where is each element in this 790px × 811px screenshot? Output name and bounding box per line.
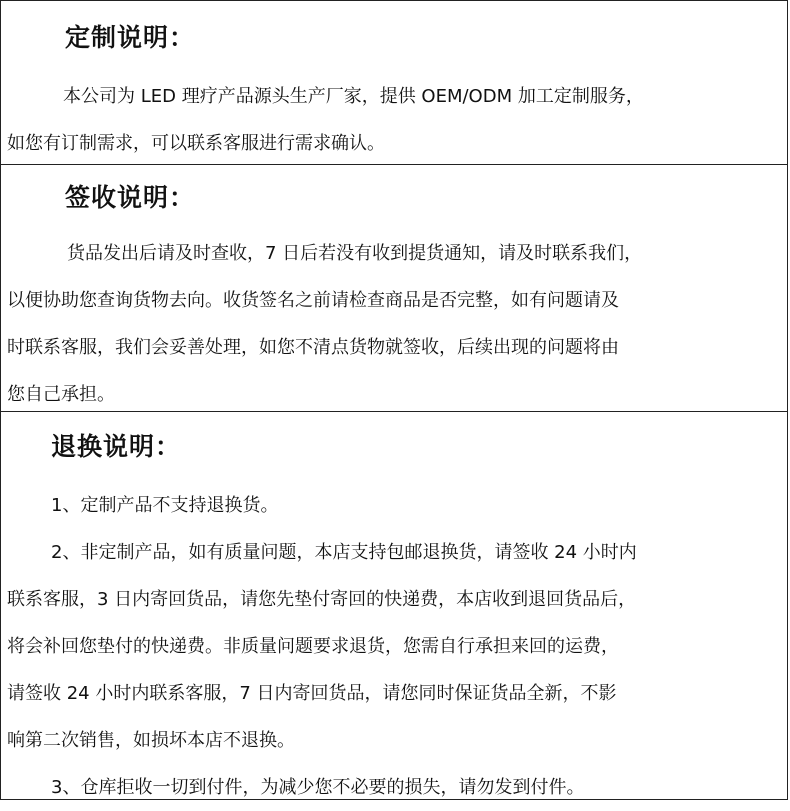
customization-text xyxy=(7,73,781,167)
text-line: 响第二次销售，如损坏本店不退换。 xyxy=(7,730,295,751)
customization-section xyxy=(1,1,787,164)
text-line: 以便协助您查询货物去向。收货签名之前请检查商品是否完整，如有问题请及 xyxy=(7,290,619,311)
text-line: 3、仓库拒收一切到付件，为减少您不必要的损失，请勿发到付件。 xyxy=(51,777,585,798)
text-line: 2、非定制产品，如有质量问题，本店支持包邮退换货，请签收 24 小时内 xyxy=(51,542,637,563)
returns-heading: 退换说明： xyxy=(51,432,182,461)
returns-text xyxy=(7,482,781,811)
receipt-section xyxy=(1,164,787,411)
text-line: 货品发出后请及时查收，7 日后若没有收到提货通知，请及时联系我们， xyxy=(67,243,643,264)
receipt-heading: 签收说明： xyxy=(65,183,196,212)
text-line: 如您有订制需求，可以联系客服进行需求确认。 xyxy=(7,133,385,154)
returns-section xyxy=(1,411,787,801)
text-line: 时联系客服，我们会妥善处理，如您不清点货物就签收，后续出现的问题将由 xyxy=(7,337,619,358)
text-line: 将会补回您垫付的快递费。非质量问题要求退货，您需自行承担来回的运费， xyxy=(7,636,619,657)
text-line: 联系客服，3 日内寄回货品，请您先垫付寄回的快递费，本店收到退回货品后， xyxy=(7,589,637,610)
receipt-text xyxy=(7,230,781,418)
text-line: 本公司为 LED 理疗产品源头生产厂家，提供 OEM/ODM 加工定制服务， xyxy=(63,86,644,107)
text-line: 1、定制产品不支持退换货。 xyxy=(51,495,279,516)
text-line: 您自己承担。 xyxy=(7,384,115,405)
text-line: 请签收 24 小时内联系客服，7 日内寄回货品，请您同时保证货品全新，不影 xyxy=(7,683,617,704)
customization-heading: 定制说明： xyxy=(65,23,196,52)
